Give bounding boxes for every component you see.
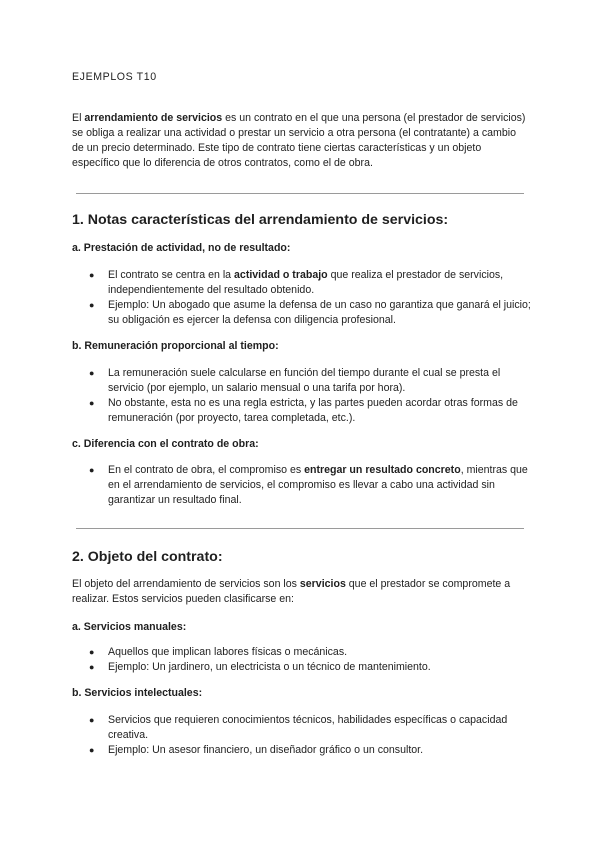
section-2-title: 2. Objeto del contrato: — [72, 549, 223, 565]
section-1-title: 1. Notas características del arrendamiento de servicios: — [72, 212, 449, 228]
section-1b-heading: b. Remuneración proporcional al tiempo: — [72, 340, 279, 352]
horizontal-divider — [76, 193, 524, 194]
section-1c-heading: c. Diferencia con el contrato de obra: — [72, 438, 259, 450]
section-2-intro-paragraph: El objeto del arrendamiento de servicios son los servicios que el prestador se compromete a realizar. Estos servicios pueden clasificarse en: — [72, 578, 511, 605]
intro-text-bold: arrendamiento de servicios — [84, 112, 223, 124]
section-1b-list — [72, 366, 532, 426]
list-item: ● El contrato se centra en la actividad o trabajo que realiza el prestador de servicios, independientemente del resultado obtenido. — [89, 269, 504, 296]
list-item: ● Aquellos que implican labores físicas o mecánicas. — [89, 646, 348, 658]
list-item: ● Servicios que requieren conocimientos técnicos, habilidades específicas o capacidad creativa. — [89, 714, 508, 741]
intro-paragraph — [72, 111, 530, 171]
horizontal-divider — [76, 528, 524, 529]
section-1c-list — [72, 463, 532, 508]
section-2a-heading: a. Servicios manuales: — [72, 621, 187, 633]
section-2b-heading: b. Servicios intelectuales: — [72, 687, 203, 699]
intro-text-pre: El — [72, 112, 85, 124]
section-2a-list — [72, 645, 532, 675]
intro-text-post: es un contrato en el que una persona (el prestador de servicios) se obliga a realizar una actividad o prestar un servicio a otra persona (el contratante) a cambio de un precio determinado. Este tipo de contrato tiene ciertas características y un objeto específico que lo diferencia de otros contratos, como el de obra. — [72, 112, 526, 169]
list-item: ● Ejemplo: Un asesor financiero, un diseñador gráfico o un consultor. — [89, 744, 424, 756]
section-1a-list — [72, 268, 532, 328]
list-item: ● No obstante, esta no es una regla estricta, y las partes pueden acordar otras formas de remuneración (por proyecto, tarea completada, etc.). — [89, 397, 518, 424]
list-item: ● Ejemplo: Un jardinero, un electricista o un técnico de mantenimiento. — [89, 661, 431, 673]
section-2b-list — [72, 713, 532, 758]
section-1a-heading: a. Prestación de actividad, no de resultado: — [72, 242, 291, 254]
bullet-icon: ● — [89, 647, 95, 657]
bullet-icon: ● — [89, 745, 95, 755]
bullet-icon: ● — [89, 398, 95, 408]
document-label: EJEMPLOS T10 — [72, 71, 157, 83]
list-item: ● La remuneración suele calcularse en función del tiempo durante el cual se presta el servicio (por ejemplo, un salario mensual o una tarifa por hora). — [89, 367, 501, 394]
bullet-icon: ● — [89, 300, 95, 310]
list-item: ● En el contrato de obra, el compromiso es entregar un resultado concreto, mientras que en el arrendamiento de servicios, el compromiso es llevar a cabo una actividad sin garantizar un resultado final. — [89, 464, 528, 506]
bullet-icon: ● — [89, 465, 95, 475]
bullet-icon: ● — [89, 662, 95, 672]
bullet-icon: ● — [89, 368, 95, 378]
bullet-icon: ● — [89, 715, 95, 725]
bullet-icon: ● — [89, 270, 95, 280]
list-item: ● Ejemplo: Un abogado que asume la defensa de un caso no garantiza que ganará el juicio; su obligación es ejercer la defensa con diligencia profesional. — [89, 299, 531, 326]
